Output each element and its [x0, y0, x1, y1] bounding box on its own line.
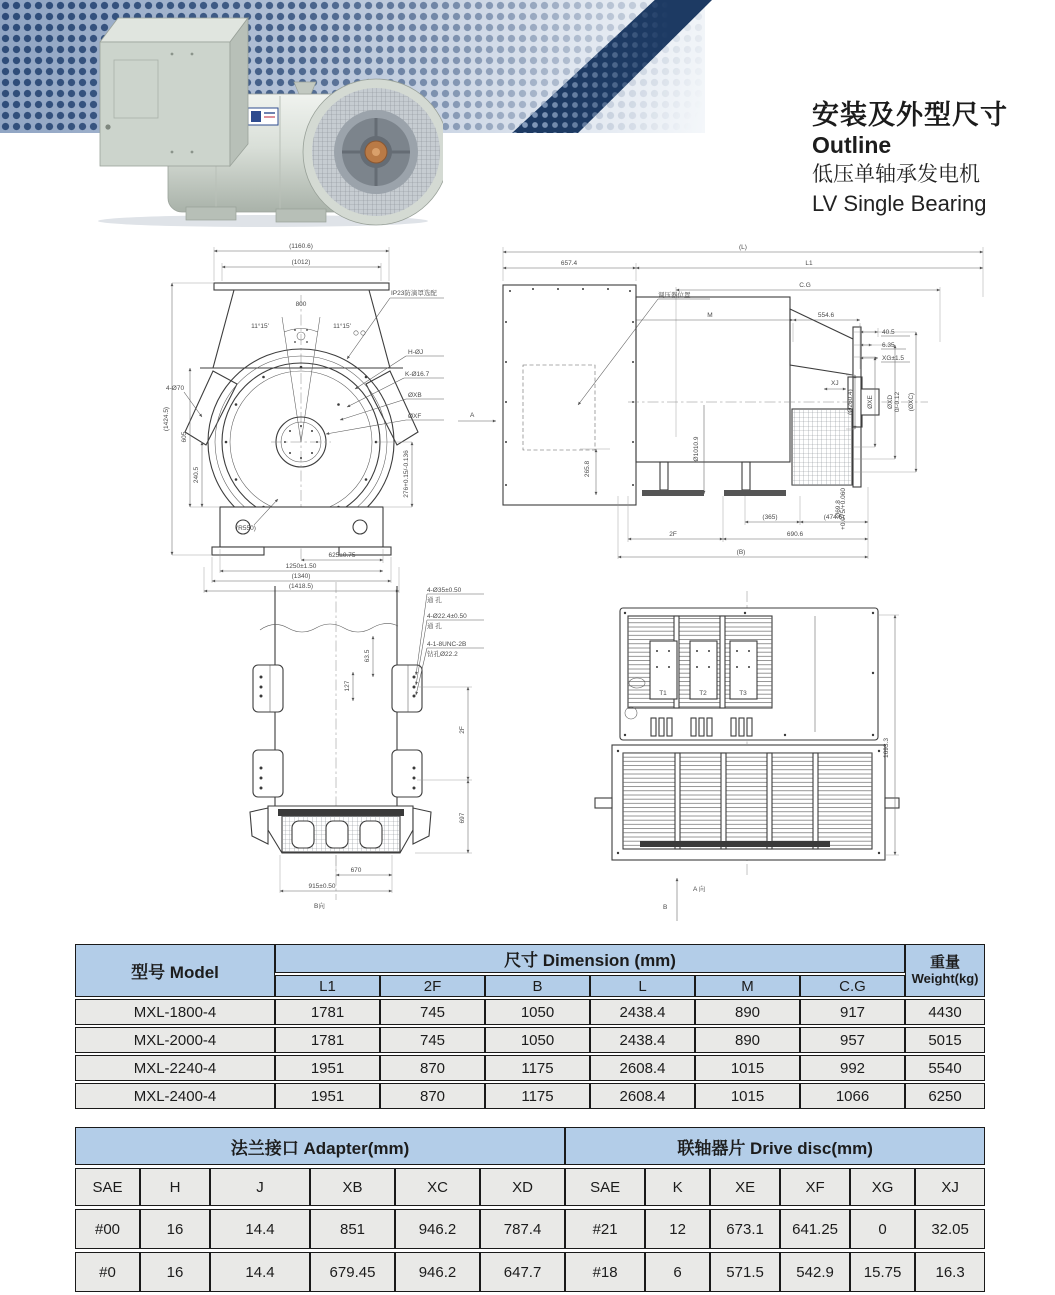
col-header-XE: XE: [710, 1168, 780, 1206]
page-title-zh: 安装及外型尺寸: [812, 100, 1008, 130]
dim-label: 2F: [669, 531, 677, 538]
terminal-label: T3: [739, 690, 747, 697]
weight-header-en: Weight(kg): [911, 970, 979, 986]
value-cell: 32.05: [915, 1209, 985, 1249]
value-cell: #21: [565, 1209, 645, 1249]
dim-label: 276+0.15/-0.136: [403, 450, 410, 498]
dim-label: (R550): [236, 525, 256, 532]
value-cell: 2608.4: [590, 1055, 695, 1081]
value-cell: 571.5: [710, 1252, 780, 1292]
weight-cell: 5540: [905, 1055, 985, 1081]
adapter-drive-disc-table: [75, 1124, 985, 1295]
title-block: [812, 100, 1047, 216]
view-label: A 向: [693, 886, 706, 893]
dim-label: Ø1010.9: [693, 436, 700, 462]
dim-label: 40.5: [882, 329, 895, 336]
dim-label: 240.5: [193, 466, 200, 484]
value-cell: 851: [310, 1209, 395, 1249]
value-cell: 890: [695, 999, 800, 1025]
dim-label: (474.6): [823, 514, 845, 521]
value-cell: #00: [75, 1209, 140, 1249]
dim-label: 554.6: [817, 312, 835, 319]
value-cell: 2608.4: [590, 1083, 695, 1109]
dimension-table: [75, 942, 985, 1111]
value-cell: 917: [800, 999, 905, 1025]
generator-photo: [48, 2, 443, 230]
dimension-group-header: 尺寸 Dimension (mm): [275, 944, 905, 973]
generator-geometry: [98, 18, 443, 227]
table-row: [75, 1027, 985, 1053]
value-cell: 1015: [695, 1055, 800, 1081]
value-cell: 542.9: [780, 1252, 850, 1292]
value-cell: 16: [140, 1209, 210, 1249]
value-cell: 14.4: [210, 1209, 310, 1249]
table-row: [75, 1083, 985, 1109]
table-row: [75, 999, 985, 1025]
col-header-sae-left: SAE: [75, 1168, 140, 1206]
value-cell: 1050: [485, 999, 590, 1025]
col-header-sae-right: SAE: [565, 1168, 645, 1206]
value-cell: 16: [140, 1252, 210, 1292]
value-cell: 673.1: [710, 1209, 780, 1249]
front-view-drawing: [150, 237, 450, 597]
dim-label: 1250±1.50: [285, 563, 317, 570]
dim-label: (1418.5): [288, 583, 314, 590]
dim-label: 127: [344, 680, 351, 692]
hole-callout: 4-1-8UNC-2B: [427, 641, 467, 648]
value-cell: #0: [75, 1252, 140, 1292]
weight-header-zh: 重量: [930, 954, 961, 972]
model-cell: MXL-2240-4: [75, 1055, 275, 1081]
col-header-M: M: [695, 975, 800, 997]
dim-label: 800: [295, 301, 307, 308]
value-cell: 1781: [275, 999, 380, 1025]
view-arrow-label: A: [470, 412, 475, 419]
dim-label: 690.6: [786, 531, 804, 538]
value-cell: 0: [850, 1209, 915, 1249]
value-cell: 6: [645, 1252, 710, 1292]
table-row: [75, 1209, 985, 1249]
dim-label: ØXF: [408, 413, 422, 420]
dim-label: (ØXC): [908, 392, 915, 412]
col-header-L1: L1: [275, 975, 380, 997]
drive-disc-group-header: 联轴器片 Drive disc(mm): [565, 1127, 985, 1165]
dim-label: L1: [805, 260, 813, 267]
col-header-XB: XB: [310, 1168, 395, 1206]
terminal-label: T2: [699, 690, 707, 697]
model-cell: MXL-2000-4: [75, 1027, 275, 1053]
col-header-K: K: [645, 1168, 710, 1206]
col-header-J: J: [210, 1168, 310, 1206]
hole-callout: 4-Ø22.4±0.50: [427, 613, 467, 620]
page-subtitle-zh: 低压单轴承发电机: [812, 163, 980, 187]
value-cell: 2438.4: [590, 1027, 695, 1053]
col-header-XG: XG: [850, 1168, 915, 1206]
weight-column-header: [905, 944, 985, 997]
value-cell: 957: [800, 1027, 905, 1053]
dim-label: 2F: [459, 726, 466, 734]
dim-label: XJ: [831, 380, 839, 387]
value-cell: 647.7: [480, 1252, 565, 1292]
value-cell: 946.2: [395, 1209, 480, 1249]
dim-label: 915±0.50: [308, 883, 336, 890]
dim-label: XG±1.5: [882, 355, 904, 362]
front-view-geometry: [172, 247, 444, 593]
value-cell: 1050: [485, 1027, 590, 1053]
dim-label: H-ØJ: [408, 349, 424, 356]
table-row: [75, 1252, 985, 1292]
col-header-2F: 2F: [380, 975, 485, 997]
weight-cell: 6250: [905, 1083, 985, 1109]
value-cell: 679.45: [310, 1252, 395, 1292]
dim-label: 697: [459, 812, 466, 824]
dim-label: 605: [181, 431, 188, 443]
value-cell: 745: [380, 1027, 485, 1053]
value-cell: 946.2: [395, 1252, 480, 1292]
view-arrow-label: B: [663, 904, 668, 911]
page-subtitle-en: LV Single Bearing: [812, 190, 987, 216]
dim-tolerance: 0/-0.12: [894, 391, 901, 413]
shaft-bottom-view-drawing: [222, 578, 522, 923]
dim-label: 670: [350, 867, 362, 874]
col-header-XC: XC: [395, 1168, 480, 1206]
dim-label: (1012): [291, 259, 311, 266]
value-cell: 992: [800, 1055, 905, 1081]
value-cell: 1951: [275, 1055, 380, 1081]
rear-view-geometry: [595, 591, 899, 921]
value-cell: 16.3: [915, 1252, 985, 1292]
dim-label: 625±0.75: [328, 552, 356, 559]
dim-label: ØXB: [408, 392, 422, 399]
hole-callout: 4-Ø35±0.50: [427, 587, 462, 594]
value-cell: 2438.4: [590, 999, 695, 1025]
value-cell: #18: [565, 1252, 645, 1292]
hole-callout: 通 孔: [427, 623, 442, 630]
bottom-view-geometry: [250, 582, 484, 900]
col-header-XD: XD: [480, 1168, 565, 1206]
value-cell: 787.4: [480, 1209, 565, 1249]
value-cell: 1175: [485, 1055, 590, 1081]
col-header-CG: C.G: [800, 975, 905, 997]
model-column-header: 型号 Model: [75, 944, 275, 997]
dim-label: ØXD: [887, 394, 894, 410]
value-cell: 12: [645, 1209, 710, 1249]
angle-label: 11°15': [333, 323, 351, 330]
side-view-geometry: [458, 247, 983, 559]
dim-label: (365): [762, 514, 778, 521]
view-label: B向: [314, 903, 325, 910]
dim-label: K-Ø16.7: [405, 371, 430, 378]
side-view-drawing: [448, 237, 998, 577]
dim-label: 265.8: [584, 460, 591, 478]
value-cell: 1175: [485, 1083, 590, 1109]
regulator-label: 调压器位置: [658, 292, 691, 299]
col-header-XF: XF: [780, 1168, 850, 1206]
ip23-label: IP23防滴罩选配: [391, 290, 437, 297]
terminal-label: T1: [659, 690, 667, 697]
dim-label: M: [707, 312, 713, 319]
angle-label: 11°15': [251, 323, 269, 330]
generator-illustration: [48, 2, 443, 230]
dim-label: 63.5: [364, 649, 371, 663]
dim-label: (1340): [291, 573, 311, 580]
value-cell: 1066: [800, 1083, 905, 1109]
dim-label: ØXE: [867, 395, 874, 409]
dim-label: (Ø260.4): [847, 389, 854, 415]
col-header-XJ: XJ: [915, 1168, 985, 1206]
value-cell: 745: [380, 999, 485, 1025]
weight-cell: 5015: [905, 1027, 985, 1053]
dim-label: (L): [739, 244, 747, 251]
table-row: [75, 1055, 985, 1081]
col-header-H: H: [140, 1168, 210, 1206]
dim-label: 6.35: [882, 342, 895, 349]
adapter-group-header: 法兰接口 Adapter(mm): [75, 1127, 565, 1165]
dim-label: (1160.6): [289, 243, 313, 250]
dim-label: (1424.5): [163, 406, 170, 432]
dim-label: 657.4: [560, 260, 578, 267]
weight-cell: 4430: [905, 999, 985, 1025]
value-cell: 1951: [275, 1083, 380, 1109]
value-cell: 870: [380, 1055, 485, 1081]
dim-tolerance: +0.075/+0.060: [840, 488, 847, 530]
hole-callout: 通 孔: [427, 597, 442, 604]
col-header-B: B: [485, 975, 590, 997]
model-cell: MXL-2400-4: [75, 1083, 275, 1109]
value-cell: 14.4: [210, 1252, 310, 1292]
col-header-L: L: [590, 975, 695, 997]
rear-view-drawing: [585, 583, 905, 933]
value-cell: 641.25: [780, 1209, 850, 1249]
dim-label: Ø69.8: [835, 500, 842, 518]
dim-label: C.G: [799, 282, 811, 289]
page-title-en: Outline: [812, 132, 892, 159]
value-cell: 1781: [275, 1027, 380, 1053]
hole-callout: 钻孔Ø22.2: [427, 651, 458, 658]
model-cell: MXL-1800-4: [75, 999, 275, 1025]
dim-label: (B): [736, 549, 746, 556]
dim-label: 4-Ø70: [166, 385, 185, 392]
value-cell: 1015: [695, 1083, 800, 1109]
dim-label: 1693.3: [883, 738, 890, 758]
value-cell: 15.75: [850, 1252, 915, 1292]
value-cell: 890: [695, 1027, 800, 1053]
value-cell: 870: [380, 1083, 485, 1109]
